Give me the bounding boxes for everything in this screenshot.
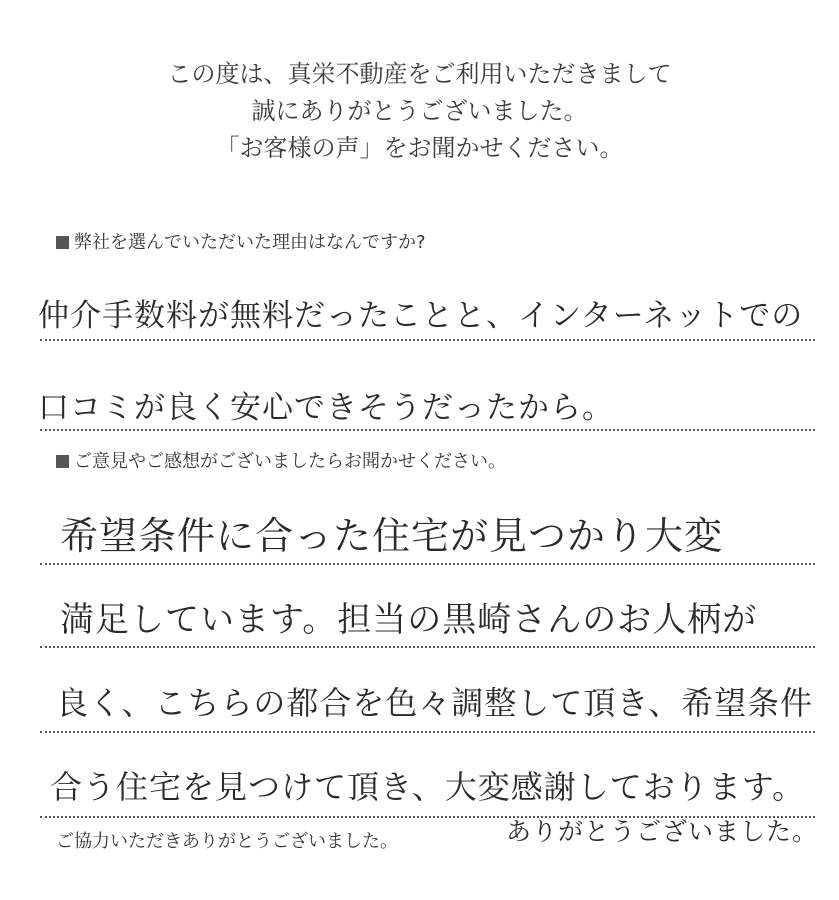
answer-2-line-3: 良く、こちらの都合を色々調整して頂き、希望条件	[56, 684, 814, 722]
answer-rule	[40, 339, 815, 341]
intro-line-2: 誠にありがとうございました。	[251, 97, 588, 125]
handwritten-thanks: ありがとうございました。	[506, 817, 819, 846]
answer-2-line-1: 希望条件に合った住宅が見つかり大変	[60, 514, 724, 558]
question-2-label	[56, 447, 506, 473]
square-bullet-icon	[56, 455, 69, 468]
intro-message	[0, 56, 839, 167]
answer-rule	[40, 563, 815, 565]
answer-1-line-1: 仲介手数料が無料だったことと、インターネットでの	[38, 298, 804, 334]
question-1-label	[56, 228, 426, 254]
intro-line-1: この度は、真栄不動産をご利用いただきまして	[167, 60, 672, 88]
question-1-text: 弊社を選んでいただいた理由はなんですか?	[74, 232, 426, 253]
answer-2-line-2: 満足しています。担当の黒崎さんのお人柄が	[60, 600, 758, 640]
closing-message: ご協力いただきありがとうございました。	[56, 831, 398, 852]
answer-1-line-2: 口コミが良く安心できそうだったから。	[38, 390, 614, 426]
intro-line-3: 「お客様の声」をお聞かせください。	[215, 134, 624, 162]
answer-rule	[40, 429, 815, 431]
question-2-text: ご意見やご感想がございましたらお聞かせください。	[74, 451, 506, 472]
square-bullet-icon	[56, 236, 69, 249]
answer-rule	[40, 646, 815, 648]
answer-2-line-4: 合う住宅を見つけて頂き、大変感謝しております。	[50, 768, 806, 806]
answer-rule	[40, 731, 815, 733]
